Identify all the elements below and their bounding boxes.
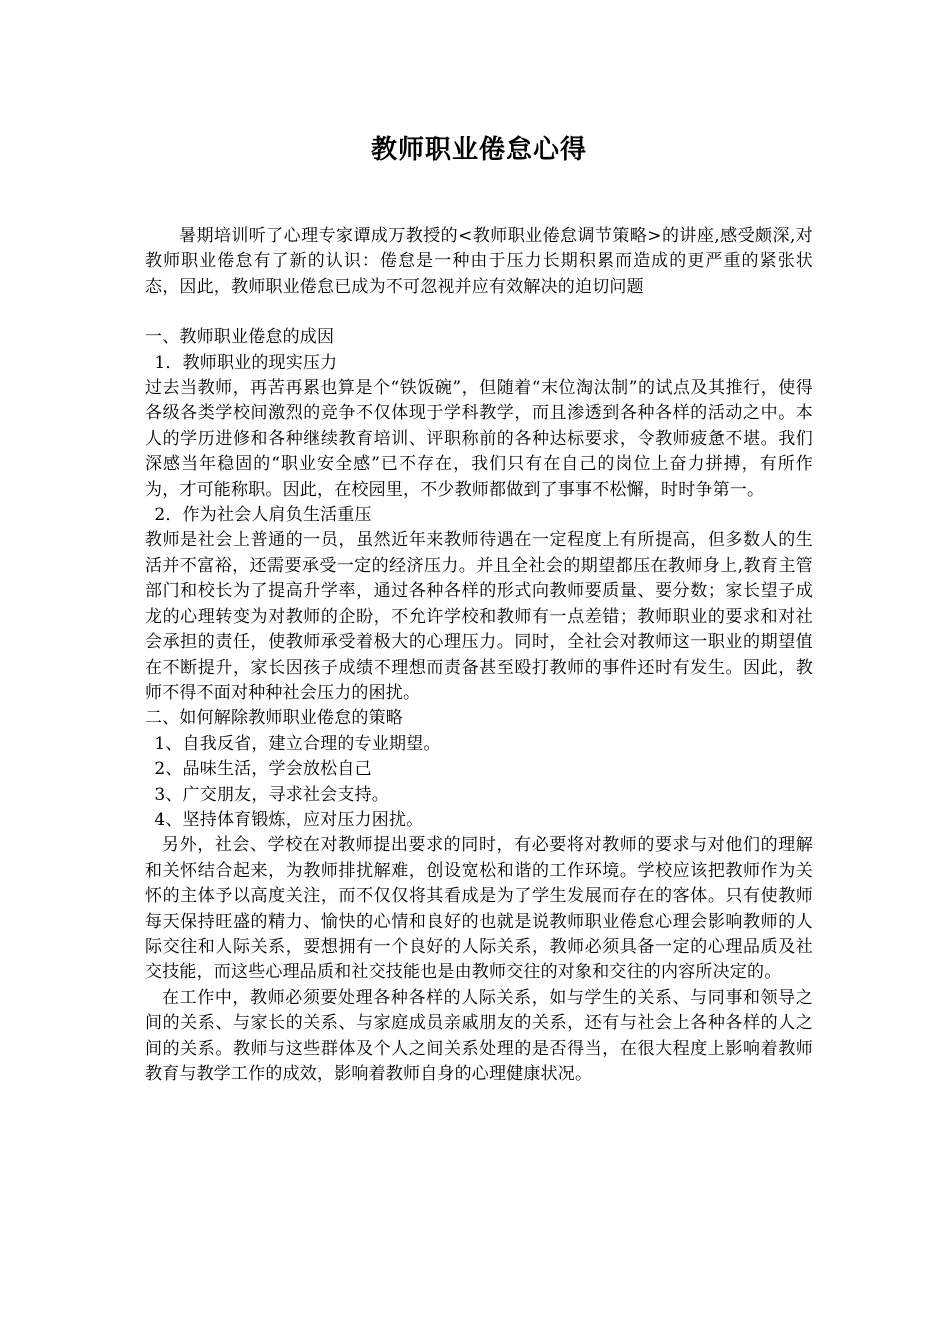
paragraph-interpersonal: 在工作中，教师必须要处理各种各样的人际关系，如与学生的关系、与同事和领导之间的关系、与家长的关系、与家庭成员亲戚朋友的关系，还有与社会上各种各样的人之间的关系。教师与这些群体及个人之间关系处理的是否得当，在很大程度上影响着教师教育与教学工作的成效，影响着教师自身的心理健康状况。 (145, 987, 813, 1084)
strategy-item: 1、自我反省，建立合理的专业期望。 (154, 733, 441, 754)
paragraph-job-pressure: 过去当教师，再苦再累也算是个“铁饭碗”，但随着“末位淘汰制”的试点及其推行，使得各级各类学校间激烈的竞争不仅体现于学科教学，而且渗透到各种各样的活动之中。本人的学历进修和各种继续教育培训、评职称前的各种达标要求，令教师疲惫不堪。我们深感当年稳固的“职业安全感”已不存在，我们只有在自己的岗位上奋力拼搏，有所作为，才可能称职。因此，在校园里，不少教师都做到了事事不松懈，时时争第一。 (145, 378, 813, 500)
subheading-job-pressure: 1．教师职业的现实压力 (154, 352, 338, 373)
document-body (145, 130, 813, 1087)
paragraph-life-pressure: 教师是社会上普通的一员，虽然近年来教师待遇在一定程度上有所提高，但多数人的生活并不富裕，还需要承受一定的经济压力。并且全社会的期望都压在教师身上,教育主管部门和校长为了提高升学率，通过各种各样的形式向教师要质量、要分数；家长望子成龙的心理转变为对教师的企盼，不允许学校和教师有一点差错；教师职业的要求和对社会承担的责任，使教师承受着极大的心理压力。同时，全社会对教师这一职业的期望值在不断提升，家长因孩子成绩不理想而责备甚至殴打教师的事件还时有发生。因此，教师不得不面对种种社会压力的困扰。 (145, 530, 813, 703)
strategy-item: 2、品味生活，学会放松自己 (154, 759, 372, 780)
strategy-item: 3、广交朋友，寻求社会支持。 (154, 784, 389, 805)
paragraph-school-support: 另外，社会、学校在对教师提出要求的同时，有必要将对教师的要求与对他们的理解和关怀结合起来，为教师排扰解难，创设宽松和谐的工作环境。学校应该把教师作为关怀的主体予以高度关注，而不仅仅将其看成是为了学生发展而存在的客体。只有使教师每天保持旺盛的精力、愉快的心情和良好的也就是说教师职业倦怠心理会影响教师的人际交往和人际关系，要想拥有一个良好的人际关系，教师必须具备一定的心理品质及社交技能，而这些心理品质和社交技能也是由教师交往的对象和交往的内容所决定的。 (145, 835, 813, 983)
subheading-life-pressure: 2．作为社会人肩负生活重压 (154, 505, 372, 526)
document-title: 教师职业倦怠心得 (370, 135, 587, 165)
intro-paragraph: 暑期培训听了心理专家谭成万教授的<教师职业倦怠调节策略>的讲座,感受颇深,对教师职业倦怠有了新的认识：倦怠是一种由于压力长期积累而造成的更严重的紧张状态，因此，教师职业倦怠已成为不可忽视并应有效解决的迫切问题 (145, 226, 813, 297)
section-heading-strategies: 二、如何解除教师职业倦怠的策略 (145, 708, 403, 729)
strategy-item: 4、坚持体育锻炼，应对压力困扰。 (154, 809, 424, 830)
paragraph-spacer (145, 300, 813, 325)
section-heading-causes: 一、教师职业倦怠的成因 (145, 327, 335, 348)
